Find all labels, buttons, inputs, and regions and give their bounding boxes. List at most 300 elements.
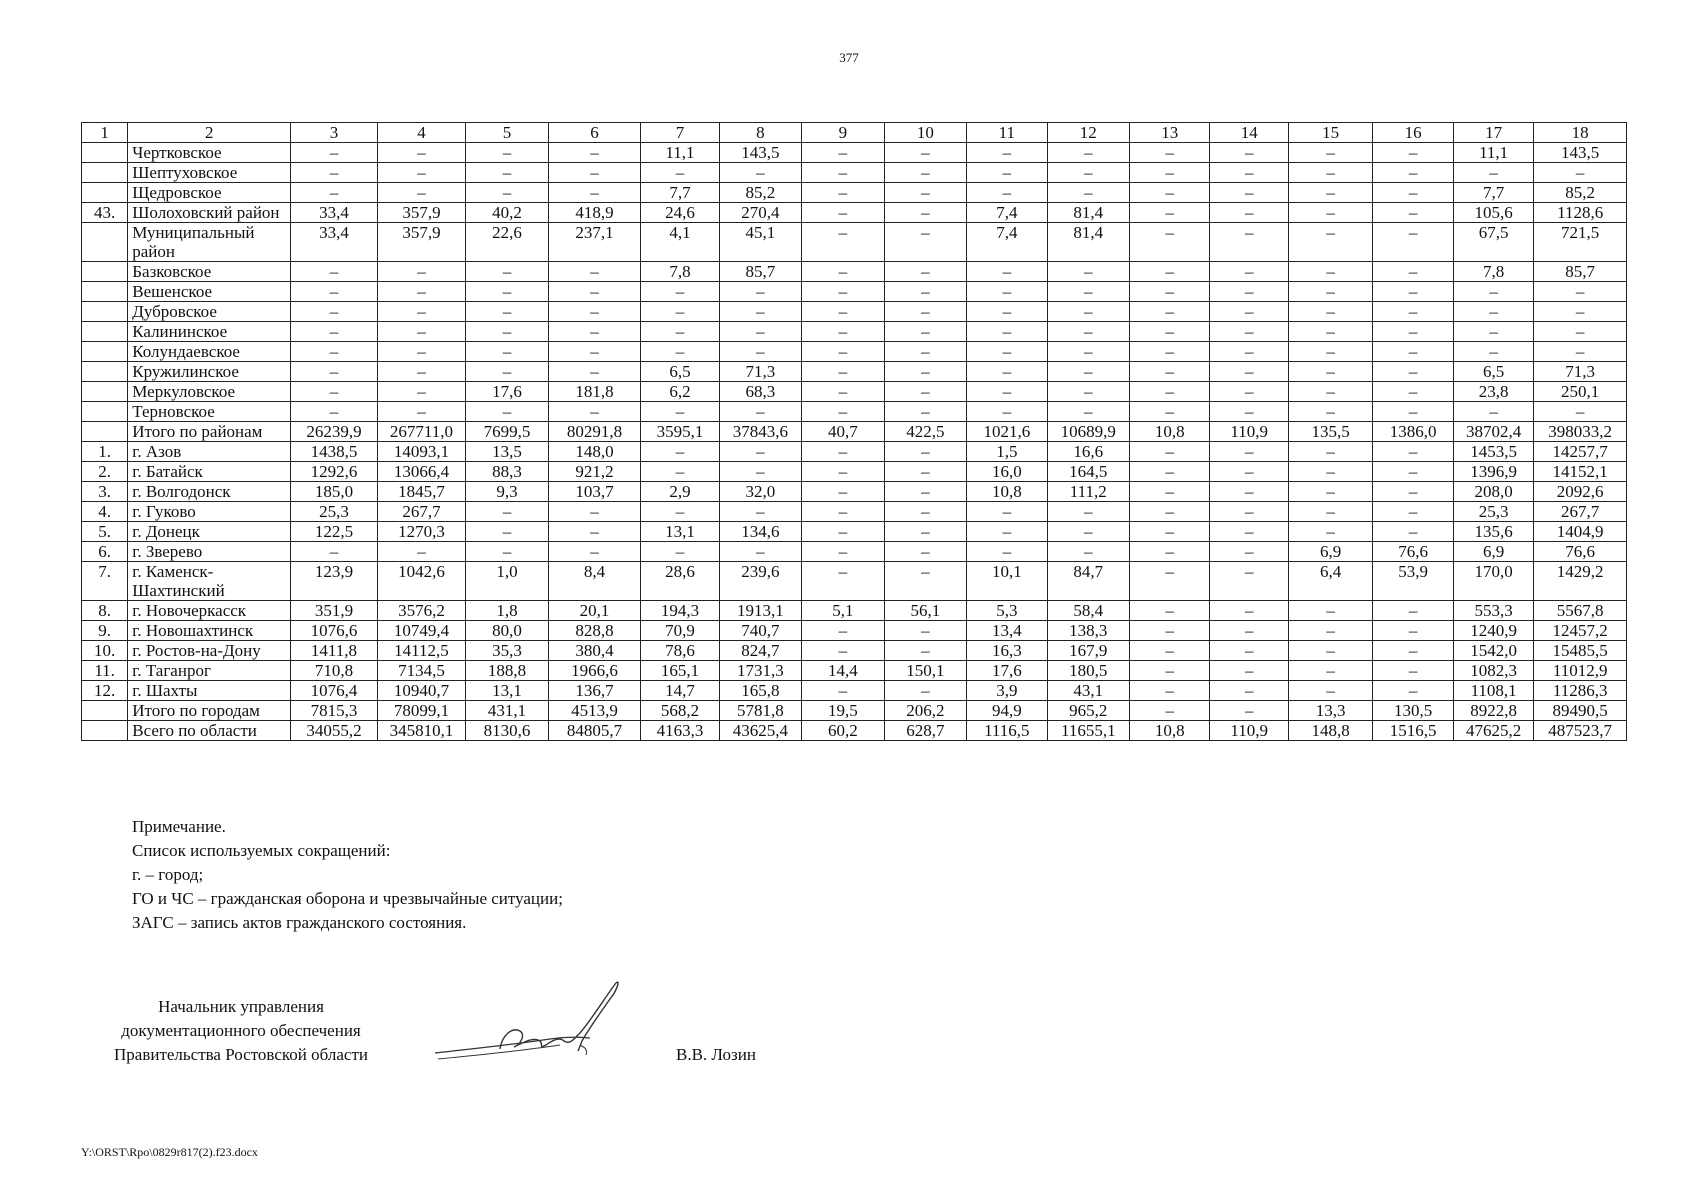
table-cell: – (967, 542, 1047, 562)
table-cell: – (466, 522, 548, 542)
row-number (82, 362, 128, 382)
row-name: Базковское (128, 262, 291, 282)
table-cell: 40,2 (466, 203, 548, 223)
table-cell: – (377, 542, 466, 562)
signer-name: В.В. Лозин (676, 1045, 756, 1064)
table-cell: – (802, 502, 884, 522)
table-cell: 267,7 (1534, 502, 1627, 522)
table-cell: 71,3 (1534, 362, 1627, 382)
table-cell: – (802, 522, 884, 542)
table-cell: 84805,7 (548, 721, 641, 741)
table-cell: – (1373, 502, 1453, 522)
table-cell: – (1130, 342, 1210, 362)
table-cell: – (1130, 522, 1210, 542)
table-cell: 11655,1 (1047, 721, 1129, 741)
table-cell: 7,8 (641, 262, 719, 282)
table-row (82, 262, 1627, 282)
table-cell: – (291, 342, 378, 362)
table-cell: – (884, 203, 966, 223)
table-cell: 13,5 (466, 442, 548, 462)
table-cell: 1404,9 (1534, 522, 1627, 542)
table-cell: – (1453, 342, 1533, 362)
table-cell: 1453,5 (1453, 442, 1533, 462)
table-cell: – (466, 542, 548, 562)
row-name: г. Волгодонск (128, 482, 291, 502)
table-cell: – (967, 163, 1047, 183)
table-cell: – (291, 322, 378, 342)
table-cell: 43,1 (1047, 681, 1129, 701)
table-cell: – (1210, 143, 1288, 163)
row-name: Муниципальный район (128, 223, 291, 262)
row-name: Итого по районам (128, 422, 291, 442)
table-cell: 1108,1 (1453, 681, 1533, 701)
table-cell: 105,6 (1453, 203, 1533, 223)
table-cell: 3576,2 (377, 601, 466, 621)
row-number: 7. (82, 562, 128, 601)
table-cell: – (1130, 562, 1210, 601)
column-header: 16 (1373, 123, 1453, 143)
table-cell: – (802, 621, 884, 641)
table-cell: 11012,9 (1534, 661, 1627, 681)
table-cell: – (1210, 661, 1288, 681)
table-cell: 10,8 (1130, 721, 1210, 741)
table-cell: 208,0 (1453, 482, 1533, 502)
table-cell: – (1210, 382, 1288, 402)
row-name: Колундаевское (128, 342, 291, 362)
table-cell: – (466, 342, 548, 362)
table-cell: – (1130, 143, 1210, 163)
table-cell: – (967, 322, 1047, 342)
table-cell: 81,4 (1047, 203, 1129, 223)
table-cell: – (719, 282, 801, 302)
table-cell: 164,5 (1047, 462, 1129, 482)
table-cell: – (802, 223, 884, 262)
table-cell: 14,7 (641, 681, 719, 701)
row-name: г. Таганрог (128, 661, 291, 681)
table-cell: – (377, 143, 466, 163)
table-cell: 58,4 (1047, 601, 1129, 621)
table-cell: – (377, 282, 466, 302)
table-row (82, 462, 1627, 482)
table-cell: – (1288, 262, 1372, 282)
table-cell: – (1210, 542, 1288, 562)
table-cell: – (1210, 402, 1288, 422)
table-cell: – (377, 322, 466, 342)
table-cell: – (1373, 522, 1453, 542)
table-cell: 94,9 (967, 701, 1047, 721)
table-cell: – (884, 262, 966, 282)
table-cell: – (719, 163, 801, 183)
row-number (82, 302, 128, 322)
table-cell: – (1047, 502, 1129, 522)
table-cell: – (1288, 621, 1372, 641)
table-cell: – (802, 542, 884, 562)
table-cell: 1021,6 (967, 422, 1047, 442)
table-cell: – (291, 282, 378, 302)
column-header: 1 (82, 123, 128, 143)
table-cell: 7,8 (1453, 262, 1533, 282)
table-cell: – (548, 362, 641, 382)
table-cell: – (548, 502, 641, 522)
table-cell: – (548, 522, 641, 542)
table-cell: – (1373, 601, 1453, 621)
table-cell: 23,8 (1453, 382, 1533, 402)
table-cell: 1731,3 (719, 661, 801, 681)
table-cell: 71,3 (719, 362, 801, 382)
row-number: 6. (82, 542, 128, 562)
column-header: 8 (719, 123, 801, 143)
table-cell: – (967, 362, 1047, 382)
table-cell: – (466, 322, 548, 342)
table-cell: – (1288, 482, 1372, 502)
table-row (82, 402, 1627, 422)
table-cell: 1128,6 (1534, 203, 1627, 223)
row-number (82, 143, 128, 163)
table-cell: 10,1 (967, 562, 1047, 601)
table-cell: – (1210, 621, 1288, 641)
table-cell: 1292,6 (291, 462, 378, 482)
table-cell: – (548, 282, 641, 302)
table-row (82, 482, 1627, 502)
table-row (82, 382, 1627, 402)
row-number: 10. (82, 641, 128, 661)
table-cell: 267711,0 (377, 422, 466, 442)
table-cell: – (466, 502, 548, 522)
table-cell: 422,5 (884, 422, 966, 442)
table-cell: – (1130, 223, 1210, 262)
table-cell: – (1130, 262, 1210, 282)
column-header: 11 (967, 123, 1047, 143)
table-cell: 965,2 (1047, 701, 1129, 721)
table-cell: – (884, 382, 966, 402)
table-cell: – (884, 322, 966, 342)
table-cell: – (377, 402, 466, 422)
table-cell: – (1130, 183, 1210, 203)
table-cell: – (1130, 442, 1210, 462)
table-cell: 9,3 (466, 482, 548, 502)
table-cell: 25,3 (1453, 502, 1533, 522)
table-cell: – (1373, 442, 1453, 462)
table-cell: – (802, 462, 884, 482)
table-cell: – (1047, 262, 1129, 282)
table-cell: – (802, 362, 884, 382)
table-cell: 13,4 (967, 621, 1047, 641)
table-cell: – (1373, 163, 1453, 183)
table-cell: 1076,6 (291, 621, 378, 641)
table-cell: 84,7 (1047, 562, 1129, 601)
table-cell: – (884, 183, 966, 203)
table-cell: – (466, 143, 548, 163)
table-cell: – (466, 163, 548, 183)
table-cell: 5567,8 (1534, 601, 1627, 621)
table-cell: 267,7 (377, 502, 466, 522)
row-number: 9. (82, 621, 128, 641)
table-cell: 1240,9 (1453, 621, 1533, 641)
table-cell: – (719, 462, 801, 482)
table-cell: 239,6 (719, 562, 801, 601)
table-cell: – (802, 183, 884, 203)
table-cell: 33,4 (291, 223, 378, 262)
table-cell: – (1130, 482, 1210, 502)
table-cell: – (1130, 621, 1210, 641)
table-cell: 206,2 (884, 701, 966, 721)
table-cell: – (1210, 522, 1288, 542)
table-cell: – (719, 542, 801, 562)
table-cell: – (802, 342, 884, 362)
table-cell: – (291, 402, 378, 422)
table-row (82, 721, 1627, 741)
table-cell: 165,8 (719, 681, 801, 701)
table-cell: 56,1 (884, 601, 966, 621)
table-cell: 185,0 (291, 482, 378, 502)
table-cell: 28,6 (641, 562, 719, 601)
table-cell: – (1373, 183, 1453, 203)
table-cell: 16,3 (967, 641, 1047, 661)
table-cell: – (291, 262, 378, 282)
table-cell: – (1130, 282, 1210, 302)
signer-position-line: Начальник управления (158, 997, 324, 1016)
table-cell: 14257,7 (1534, 442, 1627, 462)
table-cell: – (884, 482, 966, 502)
table-cell: 1966,6 (548, 661, 641, 681)
table-cell: 180,5 (1047, 661, 1129, 681)
table-cell: – (802, 482, 884, 502)
table-cell: – (1047, 183, 1129, 203)
table-cell: 10,8 (967, 482, 1047, 502)
table-cell: – (884, 522, 966, 542)
table-cell: – (884, 542, 966, 562)
table-cell: – (884, 143, 966, 163)
table-row (82, 282, 1627, 302)
table-cell: – (967, 522, 1047, 542)
table-cell: 628,7 (884, 721, 966, 741)
row-name: Итого по городам (128, 701, 291, 721)
table-row (82, 641, 1627, 661)
table-cell: – (1130, 681, 1210, 701)
table-cell: – (1047, 163, 1129, 183)
table-cell: – (802, 302, 884, 322)
table-cell: – (967, 342, 1047, 362)
table-cell: – (548, 183, 641, 203)
table-cell: 13,1 (466, 681, 548, 701)
table-cell: 138,3 (1047, 621, 1129, 641)
table-cell: 16,0 (967, 462, 1047, 482)
table-cell: – (802, 282, 884, 302)
table-cell: – (884, 442, 966, 462)
table-row (82, 542, 1627, 562)
table-cell: – (1130, 502, 1210, 522)
row-number: 43. (82, 203, 128, 223)
table-cell: – (1047, 322, 1129, 342)
row-number (82, 322, 128, 342)
table-cell: 487523,7 (1534, 721, 1627, 741)
table-cell: – (1210, 223, 1288, 262)
table-cell: 25,3 (291, 502, 378, 522)
table-cell: 2,9 (641, 482, 719, 502)
table-cell: 351,9 (291, 601, 378, 621)
table-cell: 35,3 (466, 641, 548, 661)
note-title: Примечание. (132, 817, 226, 836)
table-row (82, 601, 1627, 621)
row-name: Шолоховский район (128, 203, 291, 223)
table-cell: – (967, 143, 1047, 163)
table-row (82, 223, 1627, 262)
table-cell: 1438,5 (291, 442, 378, 462)
row-name: г. Батайск (128, 462, 291, 482)
table-row (82, 502, 1627, 522)
table-row (82, 183, 1627, 203)
table-cell: – (802, 442, 884, 462)
table-cell: – (1373, 302, 1453, 322)
table-cell: 165,1 (641, 661, 719, 681)
table-cell: – (802, 262, 884, 282)
table-cell: 134,6 (719, 522, 801, 542)
table-cell: – (641, 342, 719, 362)
row-name: Терновское (128, 402, 291, 422)
table-cell: – (1288, 223, 1372, 262)
table-cell: – (719, 302, 801, 322)
table-cell: – (884, 641, 966, 661)
table-cell: 110,9 (1210, 721, 1288, 741)
table-cell: – (967, 302, 1047, 322)
table-cell: – (1130, 362, 1210, 382)
table-cell: – (466, 402, 548, 422)
table-cell: 148,0 (548, 442, 641, 462)
table-cell: – (1210, 163, 1288, 183)
table-cell: 16,6 (1047, 442, 1129, 462)
table-cell: – (1130, 641, 1210, 661)
table-cell: – (377, 183, 466, 203)
table-cell: 136,7 (548, 681, 641, 701)
table-cell: – (1047, 342, 1129, 362)
signer-position-line: документационного обеспечения (121, 1021, 361, 1040)
table-cell: – (641, 442, 719, 462)
table-cell: 81,4 (1047, 223, 1129, 262)
table-cell: 824,7 (719, 641, 801, 661)
table-cell: – (1534, 282, 1627, 302)
data-table (81, 122, 1627, 741)
table-cell: 4163,3 (641, 721, 719, 741)
row-name: г. Новошахтинск (128, 621, 291, 641)
note-line: ГО и ЧС – гражданская оборона и чрезвычайные ситуации; (132, 889, 563, 908)
table-cell: – (466, 262, 548, 282)
table-cell: – (1210, 502, 1288, 522)
table-cell: 11,1 (641, 143, 719, 163)
table-cell: – (548, 342, 641, 362)
row-number (82, 422, 128, 442)
table-cell: – (1210, 183, 1288, 203)
table-row (82, 661, 1627, 681)
table-cell: – (1373, 223, 1453, 262)
table-cell: 47625,2 (1453, 721, 1533, 741)
table-cell: 80291,8 (548, 422, 641, 442)
table-cell: – (884, 462, 966, 482)
table-cell: 345810,1 (377, 721, 466, 741)
table-cell: 76,6 (1534, 542, 1627, 562)
table-cell: – (1210, 701, 1288, 721)
table-cell: 12457,2 (1534, 621, 1627, 641)
row-name: г. Ростов-на-Дону (128, 641, 291, 661)
table-cell: – (1288, 183, 1372, 203)
table-cell: 135,5 (1288, 422, 1372, 442)
table-cell: 76,6 (1373, 542, 1453, 562)
table-cell: – (291, 163, 378, 183)
table-row (82, 163, 1627, 183)
table-cell: – (466, 183, 548, 203)
table-cell: – (719, 322, 801, 342)
table-cell: 740,7 (719, 621, 801, 641)
table-cell: 1913,1 (719, 601, 801, 621)
table-cell: – (1453, 402, 1533, 422)
table-cell: 1,0 (466, 562, 548, 601)
table-cell: 167,9 (1047, 641, 1129, 661)
table-cell: – (1210, 362, 1288, 382)
table-cell: 7,4 (967, 223, 1047, 262)
table-cell: 70,9 (641, 621, 719, 641)
table-cell: 828,8 (548, 621, 641, 641)
table-cell: 194,3 (641, 601, 719, 621)
table-cell: – (1373, 661, 1453, 681)
table-cell: – (1047, 542, 1129, 562)
table-cell: 11,1 (1453, 143, 1533, 163)
table-row (82, 322, 1627, 342)
table-cell: – (377, 262, 466, 282)
table-cell: – (1534, 302, 1627, 322)
table-cell: 33,4 (291, 203, 378, 223)
table-cell: 110,9 (1210, 422, 1288, 442)
table-cell: – (1288, 143, 1372, 163)
table-cell: 1845,7 (377, 482, 466, 502)
row-number (82, 183, 128, 203)
page-number: 377 (839, 50, 859, 65)
table-cell: – (641, 163, 719, 183)
table-cell: – (1453, 302, 1533, 322)
table-row (82, 701, 1627, 721)
table-cell: 85,2 (1534, 183, 1627, 203)
table-row (82, 522, 1627, 542)
note-block (132, 815, 563, 935)
table-cell: – (967, 282, 1047, 302)
table-cell: – (802, 163, 884, 183)
table-cell: – (1373, 641, 1453, 661)
table-row (82, 681, 1627, 701)
row-name: г. Шахты (128, 681, 291, 701)
table-cell: 1542,0 (1453, 641, 1533, 661)
table-cell: – (1288, 342, 1372, 362)
table-cell: – (548, 262, 641, 282)
table-cell: – (548, 302, 641, 322)
table-cell: – (884, 621, 966, 641)
table-cell: – (802, 562, 884, 601)
table-cell: – (1210, 681, 1288, 701)
row-number: 5. (82, 522, 128, 542)
table-cell: 19,5 (802, 701, 884, 721)
table-cell: 7134,5 (377, 661, 466, 681)
table-cell: – (967, 382, 1047, 402)
column-header: 5 (466, 123, 548, 143)
table-cell: – (719, 502, 801, 522)
table-cell: 3,9 (967, 681, 1047, 701)
table-header-row (82, 123, 1627, 143)
row-number (82, 163, 128, 183)
table-row (82, 562, 1627, 601)
row-number (82, 282, 128, 302)
table-cell: – (1130, 402, 1210, 422)
table-cell: – (1453, 163, 1533, 183)
table-cell: – (1210, 601, 1288, 621)
table-cell: 4513,9 (548, 701, 641, 721)
table-cell: 1042,6 (377, 562, 466, 601)
